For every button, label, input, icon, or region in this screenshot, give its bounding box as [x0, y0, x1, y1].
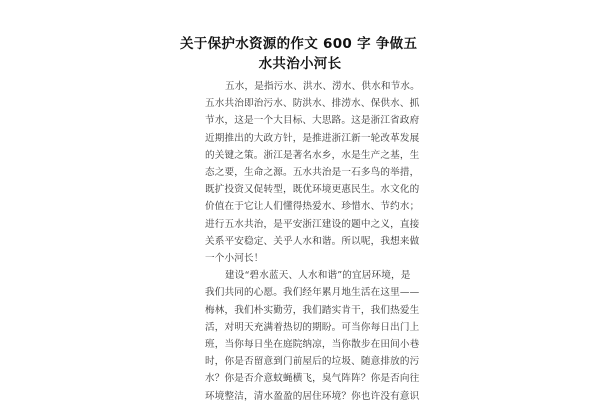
text-line: 班，当你每日坐在庭院纳凉，当你散步在田间小巷 — [205, 339, 420, 351]
text-line: 时，你是否留意到门前屋后的垃圾、随意排放的污 — [205, 356, 420, 368]
text-line: 五水共治即治污水、防洪水、排涝水、保供水、抓 — [205, 98, 420, 110]
text-line: 的关键之策。浙江是著名水乡，水是生产之基，生 — [205, 149, 420, 161]
text-line: 环境整洁，清水盈盈的居住环境？你也许没有意识 — [205, 390, 420, 402]
title-line-1: 关于保护水资源的作文 600 字 争做五 — [180, 36, 418, 52]
document-title — [180, 34, 430, 74]
text-line: 活，对明天充满着热切的期盼。可当你每日出门上 — [205, 321, 420, 333]
text-line: 水？你是否介意蚊蝇横飞，臭气阵阵？你是否向往 — [205, 373, 420, 385]
text-line: 近期推出的大政方针，是推进浙江新一轮改革发展 — [205, 132, 420, 144]
text-line: 价值在于它让人们懂得热爱水、珍惜水、节约水； — [205, 201, 420, 213]
text-line: 五水，是指污水、洪水、涝水、供水和节水。 — [225, 81, 420, 92]
paragraph-2 — [205, 267, 420, 405]
text-line: 态之要，生命之源。五水共治是一石多鸟的举措， — [205, 167, 420, 179]
text-line: 节水，这是一个大目标、大思路。这是浙江省政府 — [205, 115, 420, 127]
text-line: 进行五水共治，是平安浙江建设的题中之义，直接 — [205, 218, 420, 230]
title-line-2: 水共治小河长 — [258, 56, 342, 72]
text-line: 既扩投资又促转型，既优环境更惠民生。水文化的 — [205, 184, 420, 196]
text-line: 我们共同的心愿。我们经年累月地生活在这里—— — [205, 287, 420, 299]
text-line: 关系平安稳定、关乎人水和谐。所以呢，我想来做 — [205, 235, 420, 247]
text-line: 梅林，我们朴实勤劳，我们踏实肯干，我们热爱生 — [205, 304, 420, 316]
text-line: 建设“碧水蓝天、人水和谐”的宜居环境，是 — [225, 270, 411, 282]
text-line: 一个小河长！ — [205, 253, 264, 265]
article-body — [205, 78, 420, 405]
paragraph-1 — [205, 78, 420, 267]
